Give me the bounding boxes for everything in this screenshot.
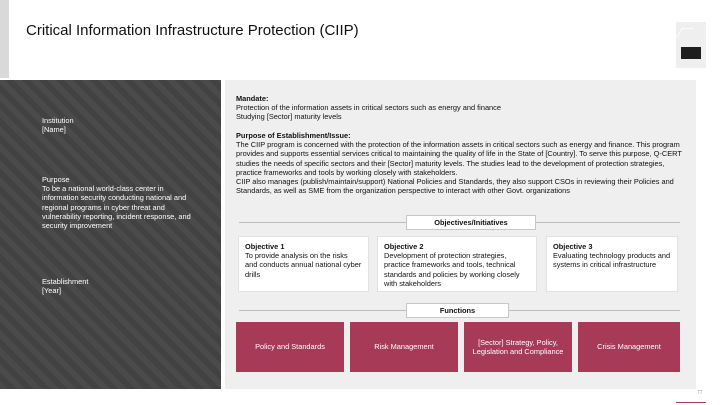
institution-value: [Name] bbox=[42, 125, 66, 135]
function-box: Crisis Management bbox=[578, 322, 680, 372]
objective-text: Development of protection strategies, practice frameworks and tools, technical standards and policies by working closely with stakeholders bbox=[384, 251, 520, 288]
objectives-heading: Objectives/Initiatives bbox=[406, 215, 536, 230]
objective-text: To provide analysis on the risks and conducts annual national cyber drills bbox=[245, 251, 362, 279]
page-title: Critical Information Infrastructure Protection (CIIP) bbox=[26, 22, 359, 39]
purpose-section bbox=[236, 131, 691, 195]
objective-title: Objective 1 bbox=[245, 242, 285, 251]
sidebar-panel bbox=[0, 80, 221, 389]
objective-card bbox=[377, 236, 537, 292]
function-box: Risk Management bbox=[350, 322, 458, 372]
objective-text: Evaluating technology products and systems in critical infrastructure bbox=[553, 251, 671, 270]
functions-heading: Functions bbox=[406, 303, 509, 318]
mandate-line: Studying [Sector] maturity levels bbox=[236, 112, 342, 122]
page-number: 77 bbox=[697, 390, 703, 396]
objective-card bbox=[546, 236, 678, 292]
mandate-heading: Mandate: bbox=[236, 94, 269, 103]
function-box: Policy and Standards bbox=[236, 322, 344, 372]
footer-accent-line bbox=[676, 402, 706, 403]
purpose-label: Purpose bbox=[42, 175, 70, 184]
mandate-line: Protection of the information assets in critical sectors such as energy and finance bbox=[236, 103, 501, 113]
logo bbox=[676, 22, 706, 68]
purpose-block bbox=[42, 175, 192, 230]
main-panel bbox=[225, 80, 696, 389]
objective-card bbox=[238, 236, 369, 292]
establishment-value: [Year] bbox=[42, 286, 62, 296]
function-box: [Sector] Strategy, Policy, Legislation and Compliance bbox=[464, 322, 572, 372]
logo-mark-icon bbox=[676, 28, 694, 38]
establishment-block bbox=[42, 277, 192, 295]
purpose-paragraph: The CIIP program is concerned with the protection of the information assets in critical sectors such as energy and finance. This program provides and supports essential services critical to maintaining the quality of life in the State of [Country]. To serve this purpose, Q-CERT studies the needs of specific sectors and their [Sector] maturity levels. The studies lead to the development of protection strategies, practice frameworks and tools by working closely with stakeholders. bbox=[236, 140, 682, 177]
purpose-text: To be a national world-class center in information security conducting national and regional programs in cyber threat and vulnerability reporting, incident response, and security improvement bbox=[42, 184, 191, 231]
objective-title: Objective 3 bbox=[553, 242, 593, 251]
purpose-heading: Purpose of Establishment/Issue: bbox=[236, 131, 351, 140]
objective-title: Objective 2 bbox=[384, 242, 424, 251]
institution-block bbox=[42, 116, 192, 134]
mandate-section bbox=[236, 94, 691, 122]
establishment-label: Establishment bbox=[42, 277, 89, 286]
purpose-paragraph: CIIP also manages (publish/maintain/support) National Policies and Standards, they also support CSOs in reviewing their Policies and Standards, as well as SME from the organization perspective to interact with other Govt. organizations bbox=[236, 177, 674, 196]
institution-label: Institution bbox=[42, 116, 74, 125]
left-accent-strip bbox=[0, 0, 9, 78]
logo-badge bbox=[681, 47, 701, 59]
